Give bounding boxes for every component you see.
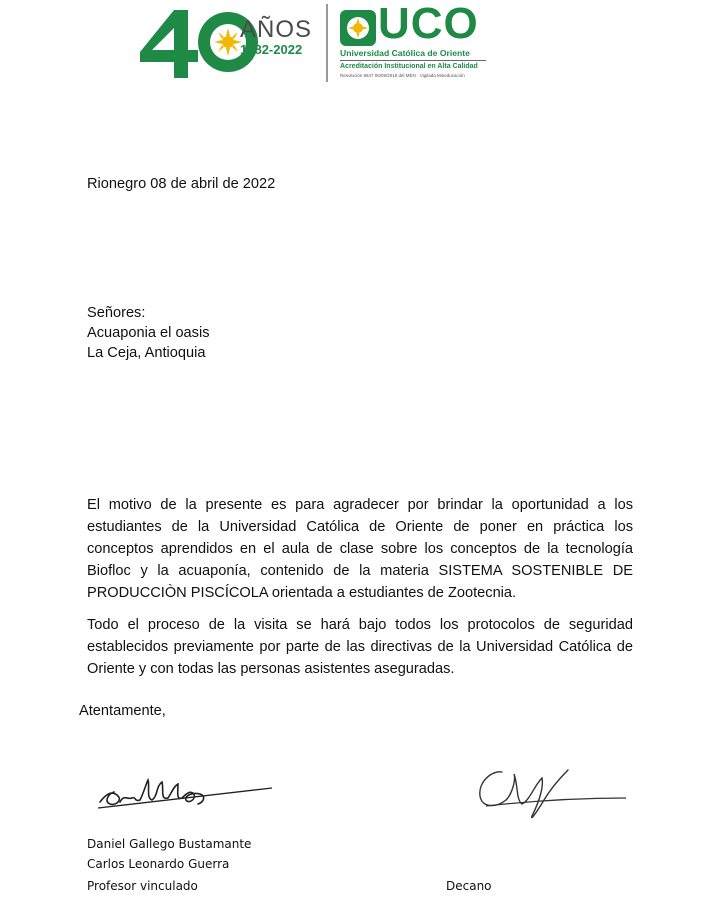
anniversary-logo xyxy=(136,4,316,82)
accreditation-text: Acreditación Institucional en Alta Calidad xyxy=(340,63,478,70)
anos-label: AÑOS xyxy=(240,16,313,43)
university-name: Universidad Católica de Oriente xyxy=(340,48,470,58)
recipient-salutation: Señores: xyxy=(87,305,146,321)
years-range: 1982-2022 xyxy=(240,42,303,57)
body-paragraph-2: Todo el proceso de la visita se hará bajo todos los protocolos de seguridad establecidos previamente por parte de las directivas de la Universidad Católica de Oriente y con todas las personas asistentes aseguradas. xyxy=(87,617,633,677)
recipient-name: Acuaponia el oasis xyxy=(87,325,210,341)
signer-2-role: Decano xyxy=(446,879,492,893)
signer-1-role: Profesor vinculado xyxy=(87,879,198,893)
recipient-location: La Ceja, Antioquia xyxy=(87,345,206,361)
uco-sun-icon xyxy=(340,10,376,46)
signature-1 xyxy=(96,772,276,814)
closing-line: Atentamente, xyxy=(79,703,166,719)
signer-2-name: Carlos Leonardo Guerra xyxy=(87,857,230,871)
header-divider xyxy=(326,4,328,82)
signer-1-name: Daniel Gallego Bustamante xyxy=(87,837,252,851)
date-line: Rionegro 08 de abril de 2022 xyxy=(87,176,276,192)
body-paragraph-1: El motivo de la presente es para agradecer por brindar la oportunidad a los estudiantes de la Universidad Católica de Oriente de poner en práctica los conceptos aprendidos en el aula de clase sobre los conceptos de la tecnología Biofloc y la acuaponía, contenido de la materia SISTEMA SOSTENIBLE DE PRODUCCIÒN PISCÍCOLA orientada a estudiantes de Zootecnia. xyxy=(87,497,633,601)
uco-logo xyxy=(338,0,498,80)
signature-2 xyxy=(472,760,628,826)
letterhead xyxy=(0,0,720,95)
recipient-block xyxy=(87,303,210,363)
resolution-text: Resolución 9547 06/09/2019 del MEN · Vigilada Mineducación xyxy=(340,73,465,78)
uco-wordmark: UCO xyxy=(378,0,479,48)
logo-rule xyxy=(340,60,486,61)
